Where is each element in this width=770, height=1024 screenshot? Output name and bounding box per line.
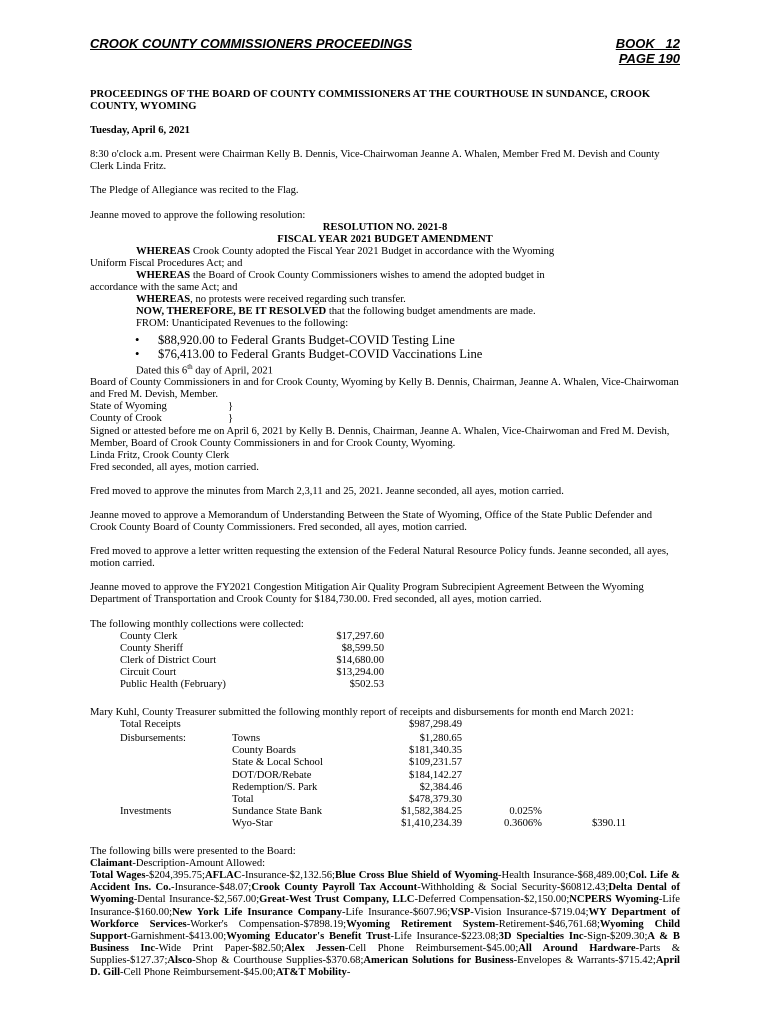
bill-claimant: Blue Cross Blue Shield of Wyoming [335,870,499,882]
table-row: Total $478,379.30 [232,793,462,805]
bill-claimant: AFLAC [204,870,242,882]
bill-detail: -Worker's Compensation-$7898.19; [186,918,347,930]
bill-claimant: VSP [450,906,471,918]
treasurer-intro: Mary Kuhl, County Treasurer submitted the following monthly report of receipts and disbursements for month end March 2021: [90,707,634,719]
bill-claimant: AT&T Mobility [275,966,347,978]
bill-claimant: A & B Business Inc [90,930,680,954]
bill-detail: - [346,966,351,978]
bill-claimant: Total Wages [90,870,146,882]
bill-detail: -Parts & Supplies-$127.37; [90,942,680,966]
bill-claimant: Great-West Trust Company, LLC [259,894,415,906]
bill-detail: -Withholding & Social Security-$60812.43; [417,882,609,894]
bill-claimant: Crook County Payroll Tax Account [251,882,418,894]
pledge-paragraph: The Pledge of Allegiance was recited to the Flag. [90,185,299,197]
dated-line: Dated this 6th day of April, 2021 [136,362,273,377]
bills-intro: The following bills were presented to the Board: [90,846,296,858]
bill-detail: -Wide Print Paper-$82.50; [155,942,285,954]
attendance-paragraph: 8:30 o'clock a.m. Present were Chairman Kelly B. Dennis, Vice-Chairwoman Jeanne A. Whalen, Member Fred M. Devish and County Clerk Linda Fritz. [90,149,660,173]
bill-detail: -$204,395.75; [145,870,205,882]
document-page [90,36,680,979]
amendment-list [90,333,680,361]
clerk-line: Linda Fritz, Crook County Clerk [90,449,230,461]
table-row: State & Local School $109,231.57 [232,757,462,769]
whereas-3: WHEREAS, no protests were received regarding such transfer. [136,294,406,306]
bill-claimant: WY Department of Workforce Services [90,906,680,930]
bill-detail: -Insurance-$48.07; [171,882,252,894]
header-book-page [616,36,680,66]
bill-claimant: All Around Hardware [518,942,636,954]
collections-intro: The following monthly collections were collected: [90,618,304,630]
bills-section [90,846,680,979]
bill-detail: -Cell Phone Reimbursement-$45.00; [120,966,276,978]
collections-section [90,619,680,692]
table-row: DOT/DOR/Rebate $184,142.27 [232,769,462,781]
bill-detail: -Sign-$209.30; [583,930,648,942]
list-item: • $76,413.00 to Federal Grants Budget-COVID Vaccinations Line [90,347,680,361]
bill-detail: -Envelopes & Warrants-$715.42; [513,954,656,966]
bill-claimant: Wyoming Educator's Benefit Trust [226,930,391,942]
bill-claimant: Delta Dental of Wyoming [90,882,680,906]
bill-claimant: NCPERS Wyoming [569,894,659,906]
table-row: Circuit Court $13,294.00 [120,666,384,678]
motion-minutes: Fred moved to approve the minutes from March 2,3,11 and 25, 2021. Jeanne seconded, all ayes, motion carried. [90,485,564,497]
bill-claimant: New York Life Insurance Company [172,906,342,918]
list-item: • $88,920.00 to Federal Grants Budget-COVID Testing Line [90,333,680,347]
table-row: County Boards $181,340.35 [232,745,462,757]
treasurer-report [90,707,680,830]
board-line: Board of County Commissioners in and for Crook County, Wyoming by Kelly B. Dennis, Chairman, Jeanne A. Whalen, Vice-Chairwoman and Fred M. Devish, Member. [90,377,679,401]
whereas-2-cont: accordance with the same Act; and [90,282,238,294]
motion-mou: Jeanne moved to approve a Memorandum of Understanding Between the State of Wyoming, Office of the State Public Defender and Crook County Board of County Commissioners. Fred seconded, all ayes, motion carried. [90,509,653,534]
bill-detail: -Dental Insurance-$2,567.00; [133,894,260,906]
state-line: State of Wyoming } [90,401,234,413]
resolution-second: Fred seconded, all ayes, motion carried. [90,461,259,473]
resolution-number: RESOLUTION NO. 2021-8 [322,221,448,233]
bill-claimant: Alex Jessen [284,942,346,954]
bill-claimant: American Solutions for Business [363,954,514,966]
from-line: FROM: Unanticipated Revenues to the following: [136,318,349,330]
bill-detail: -Health Insurance-$68,489.00; [498,870,629,882]
signed-line: Signed or attested before me on April 6, 2021 by Kelly B. Dennis, Chairman, Jeanne A. Whalen, Vice-Chairwoman and Fred M. Devish, Member, Board of Crook County Commissioners in and for Crook County, Wyoming. [90,425,670,449]
county-line: County of Crook } [90,413,234,425]
bill-detail: -Insurance-$2,132.56; [241,870,336,882]
bill-detail: -Life Insurance-$607.96; [341,906,451,918]
table-row: Total Receipts $987,298.49 [120,719,462,731]
table-row: Disbursements: Towns $1,280.65 [120,733,462,745]
bill-claimant: Alsco [167,954,193,966]
now-therefore: NOW, THEREFORE, BE IT RESOLVED that the following budget amendments are made. [136,306,536,318]
motion-letter: Fred moved to approve a letter written requesting the extension of the Federal Natural Resource Policy funds. Jeanne seconded, all ayes, motion carried. [90,546,669,570]
table-row: Clerk of District Court $14,680.00 [120,654,384,666]
bill-detail: -Deferred Compensation-$2,150.00; [414,894,570,906]
resolution-title: FISCAL YEAR 2021 BUDGET AMENDMENT [277,233,493,245]
resolution-intro: Jeanne moved to approve the following resolution: [90,209,306,221]
bill-detail: -Life Insurance-$160.00; [90,894,680,918]
bill-claimant: Col. Life & Accident Ins. Co. [90,870,681,894]
whereas-2: WHEREAS the Board of Crook County Commissioners wishes to amend the adopted budget in [136,270,545,282]
bill-detail: -Cell Phone Reimbursement-$45.00; [345,942,519,954]
header-title: CROOK COUNTY COMMISSIONERS PROCEEDINGS [90,36,412,51]
table-row: County Clerk $17,297.60 [120,630,384,642]
bill-claimant: April D. Gill [90,954,680,978]
bill-claimant: 3D Specialties Inc [498,930,584,942]
bill-detail: -Shop & Courthouse Supplies-$370.68; [192,954,364,966]
bill-detail: -Vision Insurance-$719.04; [470,906,589,918]
meeting-date: Tuesday, April 6, 2021 [90,125,190,137]
bill-detail: -Retirement-$46,761.68; [495,918,600,930]
bill-detail: -Garnishment-$413.00; [127,930,227,942]
claimant-header: Claimant-Description-Amount Allowed: [90,858,266,870]
header-page: PAGE 190 [618,51,680,66]
table-row: County Sheriff $8,599.50 [120,642,384,654]
table-row: Redemption/S. Park $2,384.46 [232,781,462,793]
proceedings-heading: PROCEEDINGS OF THE BOARD OF COUNTY COMMISSIONERS AT THE COURTHOUSE IN SUNDANCE, CROOK COUNTY, WYOMING [90,89,651,113]
bill-detail: -Life Insurance-$223.08; [390,930,499,942]
table-row: Public Health (February) $502.53 [120,679,384,690]
page-header [90,36,680,66]
header-book: BOOK 12 [615,36,680,51]
resolution-section [90,210,680,474]
bills-list [90,870,680,979]
table-row: Investments Sundance State Bank $1,582,384.25 0.025% [120,805,542,817]
motion-cmaq: Jeanne moved to approve the FY2021 Congestion Mitigation Air Quality Program Subrecipient Agreement Between the Wyoming Department of Transportation and Crook County for $184,730.00. Fred seconded, all ayes, motion carried. [90,582,644,606]
table-row: Wyo-Star $1,410,234.39 0.3606% $390.11 [232,817,626,829]
bill-claimant: Wyoming Child Support [90,918,680,942]
whereas-1-cont: Uniform Fiscal Procedures Act; and [90,257,243,269]
bill-claimant: Wyoming Retirement System [346,918,496,930]
whereas-1: WHEREAS Crook County adopted the Fiscal Year 2021 Budget in accordance with the Wyoming [136,245,555,257]
